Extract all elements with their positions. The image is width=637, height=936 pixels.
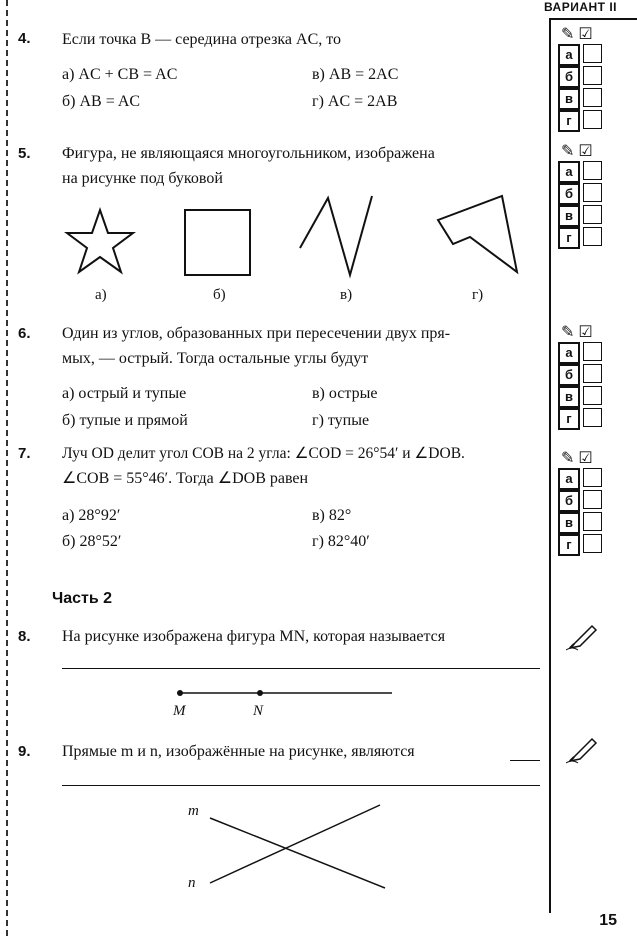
page-number: 15 [599,912,617,929]
q5-label-b: б) [213,287,226,303]
fountain-pen-icon [566,622,600,652]
answer-label-g: г [558,110,580,132]
line-n [210,805,380,883]
q5-answer-b[interactable] [583,183,602,202]
q6-option-v: в) острые [312,385,378,402]
star-figure [67,210,133,272]
q7-option-v: в) 82° [312,507,352,524]
answer-label-g: г [558,534,580,556]
q6-answer-box [558,322,602,430]
answer-label-a: а [558,342,580,364]
q5-mark-row [561,141,602,161]
q4-option-a: а) AC + CB = AC [62,66,178,83]
q5-answer-g[interactable] [583,227,602,246]
q5-text-line2: на рисунке под буковой [62,170,223,187]
q8-segment-figure [170,686,400,700]
q6-text-line1: Один из углов, образованных при пересечении двух пря- [62,325,451,342]
answer-label-a: а [558,468,580,490]
answer-label-v: в [558,88,580,110]
pencil-icon: ✎ [561,324,575,341]
q7-number: 7. [18,445,31,462]
pencil-icon: ✎ [561,143,575,160]
answer-label-g: г [558,227,580,249]
line-m [210,818,385,888]
q6-mark-row [561,322,602,342]
checkbox-check-icon: ☑ [578,26,593,43]
answer-label-v: в [558,512,580,534]
point-n [257,690,263,696]
q8-answer-line[interactable] [62,668,540,669]
q7-mark-row [561,448,602,468]
answer-column-border [549,18,551,913]
q4-text: Если точка B — середина отрезка AC, то [62,31,342,48]
answer-label-a: а [558,44,580,66]
q7-text-line2: ∠COB = 55°46′. Тогда ∠DOB равен [62,470,309,487]
q6-option-b: б) тупые и прямой [62,412,188,429]
checkbox-check-icon: ☑ [578,143,593,160]
q6-option-g: г) тупые [312,412,370,429]
q4-answer-g[interactable] [583,110,602,129]
answer-label-b: б [558,66,580,88]
point-m [177,690,183,696]
q4-answer-box [558,24,602,132]
q4-option-g: г) AC = 2AB [312,93,398,110]
answer-label-b: б [558,364,580,386]
q9-answer-inline-line[interactable] [510,760,540,761]
q5-answer-a[interactable] [583,161,602,180]
q6-answer-b[interactable] [583,364,602,383]
q9-number: 9. [18,743,31,760]
q8-number: 8. [18,628,31,645]
q5-figures [40,190,540,290]
answer-label-b: б [558,490,580,512]
q7-text-line1: Луч OD делит угол COB на 2 угла: ∠COD = 26°54′ и ∠DOB. [62,445,465,462]
q9-label-n: n [188,875,196,891]
q8-label-n: N [253,703,264,719]
q4-option-b: б) AB = AC [62,93,141,110]
pentagon-figure [438,196,517,272]
q7-option-a: а) 28°92′ [62,507,121,524]
q6-answer-g[interactable] [583,408,602,427]
q5-answer-box [558,141,602,249]
answer-label-v: в [558,205,580,227]
q9-text: Прямые m и n, изображённые на рисунке, являются [62,743,415,760]
q9-lines-figure [200,800,390,900]
q8-label-m: M [173,703,186,719]
q4-mark-row [561,24,602,44]
q4-number: 4. [18,30,31,47]
q9-label-m: m [188,803,199,819]
q4-option-v: в) AB = 2AC [312,66,399,83]
q7-option-b: б) 28°52′ [62,533,122,550]
answer-label-v: в [558,386,580,408]
q4-answer-v[interactable] [583,88,602,107]
q7-answer-box [558,448,602,556]
q7-answer-b[interactable] [583,490,602,509]
q6-text-line2: мых, — острый. Тогда остальные углы будут [62,350,369,367]
square-figure [185,210,250,275]
q9-answer-line[interactable] [62,785,540,786]
q7-option-g: г) 82°40′ [312,533,370,550]
checkbox-check-icon: ☑ [578,324,593,341]
q4-answer-b[interactable] [583,66,602,85]
q7-answer-g[interactable] [583,534,602,553]
open-angle-figure [300,196,372,275]
q8-text: На рисунке изображена фигура MN, которая называется [62,628,446,645]
answer-label-a: а [558,161,580,183]
q6-answer-a[interactable] [583,342,602,361]
q5-number: 5. [18,145,31,162]
answer-label-b: б [558,183,580,205]
cut-line [6,0,8,936]
variant-header: ВАРИАНТ II [543,0,617,14]
q6-option-a: а) острый и тупые [62,385,187,402]
q5-label-a: а) [95,287,107,303]
q7-answer-v[interactable] [583,512,602,531]
pencil-icon: ✎ [561,450,575,467]
checkbox-check-icon: ☑ [578,450,593,467]
q4-answer-a[interactable] [583,44,602,63]
answer-label-g: г [558,408,580,430]
part2-title: Часть 2 [52,590,113,607]
fountain-pen-icon [566,735,600,765]
q6-number: 6. [18,325,31,342]
q5-label-v: в) [340,287,353,303]
q5-label-g: г) [472,287,484,303]
q6-answer-v[interactable] [583,386,602,405]
q5-answer-v[interactable] [583,205,602,224]
pencil-icon: ✎ [561,26,575,43]
q5-text-line1: Фигура, не являющаяся многоугольником, изображена [62,145,435,162]
q7-answer-a[interactable] [583,468,602,487]
answer-column-top-border [549,18,637,20]
